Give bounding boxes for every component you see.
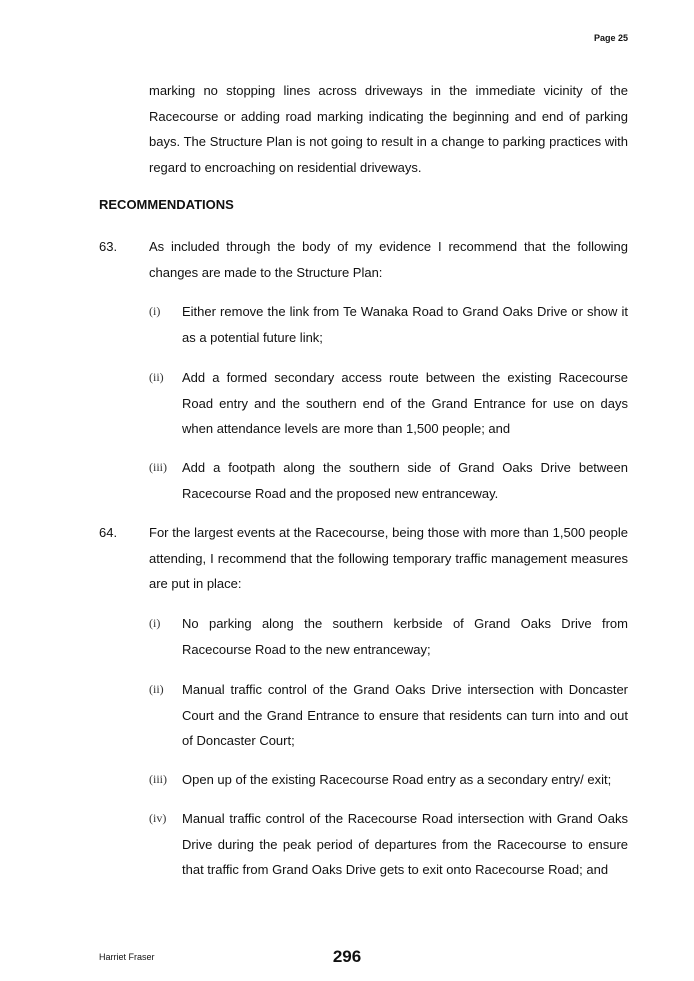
list-item-label: (i)	[149, 616, 161, 630]
list-item: No parking along the southern kerbside of Grand Oaks Drive from Racecourse Road to the new entranceway;	[182, 616, 628, 657]
paragraph-text: As included through the body of my evidence I recommend that the following changes are made to the Structure Plan:	[149, 239, 628, 280]
footer-author: Harriet Fraser	[99, 952, 155, 962]
list-item: Either remove the link from Te Wanaka Road to Grand Oaks Drive or show it as a potential future link;	[182, 304, 628, 345]
list-item-label: (iii)	[149, 772, 167, 786]
list-item: Add a footpath along the southern side of Grand Oaks Drive between Racecourse Road and the proposed new entranceway.	[182, 460, 628, 501]
list-item-label: (iii)	[149, 460, 167, 474]
list-item: Open up of the existing Racecourse Road entry as a secondary entry/ exit;	[182, 772, 612, 787]
paragraph-text: For the largest events at the Racecourse, being those with more than 1,500 people attending, I recommend that the following temporary traffic management measures are put in place:	[149, 525, 628, 591]
footer-page-number: 296	[332, 947, 362, 966]
list-item-label: (ii)	[149, 370, 164, 384]
list-item-label: (ii)	[149, 682, 164, 696]
list-item-label: (i)	[149, 304, 161, 318]
list-item: Manual traffic control of the Grand Oaks Drive intersection with Doncaster Court and the Grand Entrance to ensure that residents can turn into and out of Doncaster Court;	[182, 682, 628, 748]
paragraph-number: 63.	[99, 239, 118, 254]
list-item-label: (iv)	[149, 811, 167, 825]
paragraph-number: 64.	[99, 525, 118, 540]
intro-paragraph: marking no stopping lines across driveways in the immediate vicinity of the Racecourse or adding road marking indicating the beginning and end of parking bays. The Structure Plan is not going to result in a change to parking practices with regard to encroaching on residential driveways.	[149, 83, 628, 175]
list-item: Manual traffic control of the Racecourse Road intersection with Grand Oaks Drive during the peak period of departures from the Racecourse to ensure that traffic from Grand Oaks Drive gets to exit onto Racecourse Road; and	[182, 811, 628, 877]
page-number: Page 25	[593, 33, 628, 43]
list-item: Add a formed secondary access route between the existing Racecourse Road entry and the southern end of the Grand Entrance for use on days when attendance levels are more than 1,500 people; and	[182, 370, 628, 436]
section-heading: RECOMMENDATIONS	[99, 197, 234, 212]
